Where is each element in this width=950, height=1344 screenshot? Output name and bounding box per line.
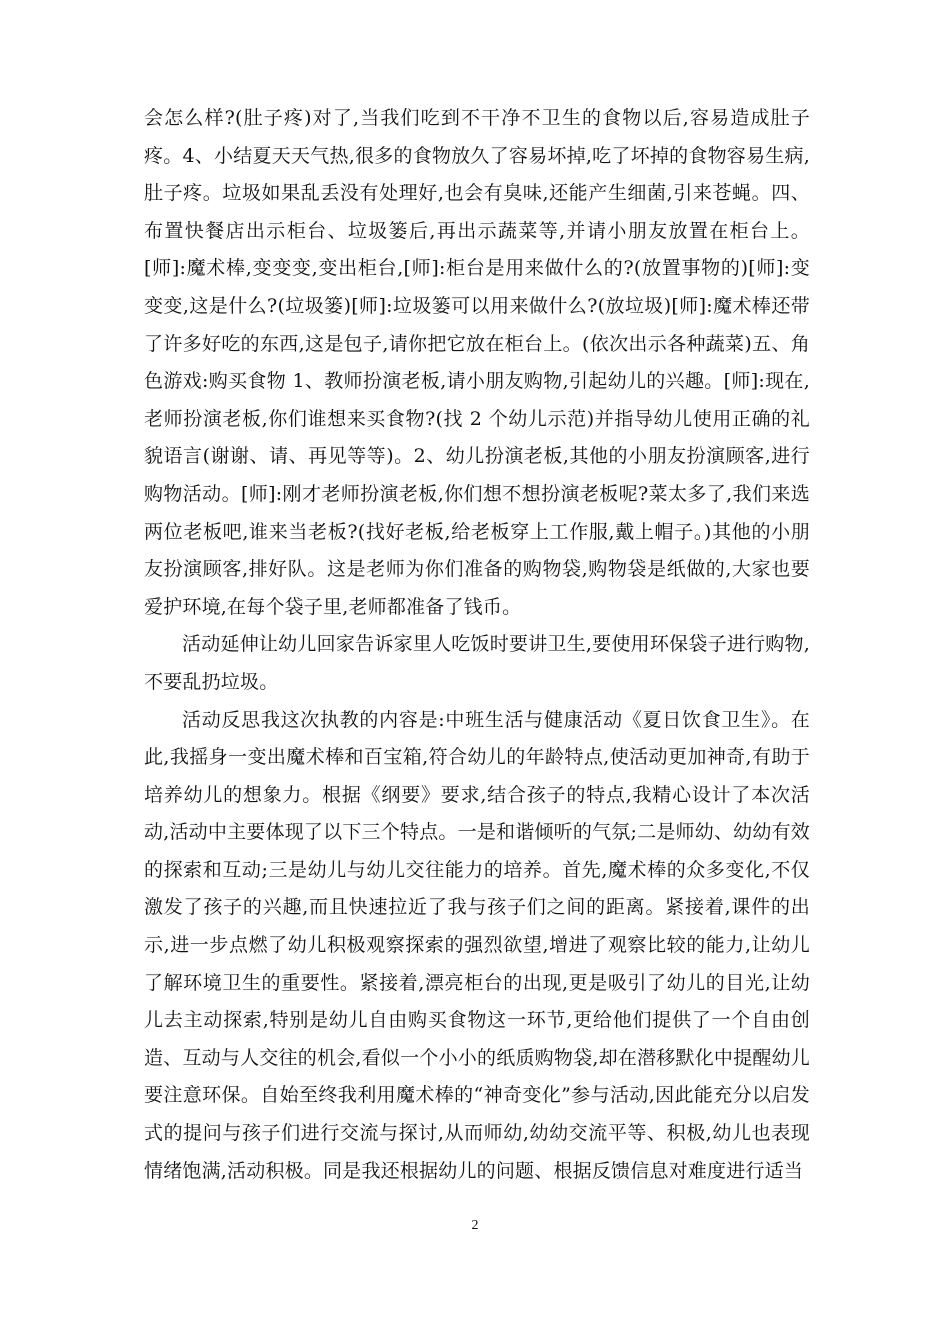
page-number: 2	[471, 1218, 479, 1233]
document-body	[144, 100, 810, 1190]
paragraph-2: 活动延伸让幼儿回家告诉家里人吃饭时要讲卫生,要使用环保袋子进行购物,不要乱扔垃圾。	[144, 633, 810, 693]
paragraph-1: 会怎么样?(肚子疼)对了,当我们吃到不干净不卫生的食物以后,容易造成肚子疼。4、小结夏天天气热,很多的食物放久了容易坏掉,吃了坏掉的食物容易生病,肚子疼。垃圾如果乱丢没有处理好,也会有臭味,还能产生细菌,引来苍蝇。四、布置快餐店出示柜台、垃圾篓后,再出示蔬菜等,并请小朋友放置在柜台上。[师]:魔术棒,变变变,变出柜台,[师]:柜台是用来做什么的?(放置事物的)[师]:变变变,这是什么?(垃圾篓)[师]:垃圾篓可以用来做什么?(放垃圾)[师]:魔术棒还带了许多好吃的东西,这是包子,请你把它放在柜台上。(依次出示各种蔬菜)五、角色游戏:购买食物 1、教师扮演老板,请小朋友购物,引起幼儿的兴趣。[师]:现在,老师扮演老板,你们谁想来买食物?(找 2 个幼儿示范)并指导幼儿使用正确的礼貌语言(谢谢、请、再见等等)。2、幼儿扮演老板,其他的小朋友扮演顾客,进行购物活动。[师]:刚才老师扮演老板,你们想不想扮演老板呢?菜太多了,我们来选两位老板吧,谁来当老板?(找好老板,给老板穿上工作服,戴上帽子。)其他的小朋友扮演顾客,排好队。这是老师为你们准备的购物袋,购物袋是纸做的,大家也要爱护环境,在每个袋子里,老师都准备了钱币。	[144, 107, 810, 618]
paragraph-3: 活动反思我这次执教的内容是:中班生活与健康活动《夏日饮食卫生》。在此,我摇身一变出魔术棒和百宝箱,符合幼儿的年龄特点,使活动更加神奇,有助于培养幼儿的想象力。根据《纲要》要求,结合孩子的特点,我精心设计了本次活动,活动中主要体现了以下三个特点。一是和谐倾听的气氛;二是师幼、幼幼有效的探索和互动;三是幼儿与幼儿交往能力的培养。首先,魔术棒的众多变化,不仅激发了孩子的兴趣,而且快速拉近了我与孩子们之间的距离。紧接着,课件的出示,进一步点燃了幼儿积极观察探索的强烈欲望,增进了观察比较的能力,让幼儿了解环境卫生的重要性。紧接着,漂亮柜台的出现,更是吸引了幼儿的目光,让幼儿去主动探索,特别是幼儿自由购买食物这一环节,更给他们提供了一个自由创造、互动与人交往的机会,看似一个小小的纸质购物袋,却在潜移默化中提醒幼儿要注意环保。自始至终我利用魔术棒的“神奇变化”参与活动,因此能充分以启发式的提问与孩子们进行交流与探讨,从而师幼,幼幼交流平等、积极,幼儿也表现情绪饱满,活动积极。同是我还根据幼儿的问题、根据反馈信息对难度进行适当	[144, 708, 810, 1182]
